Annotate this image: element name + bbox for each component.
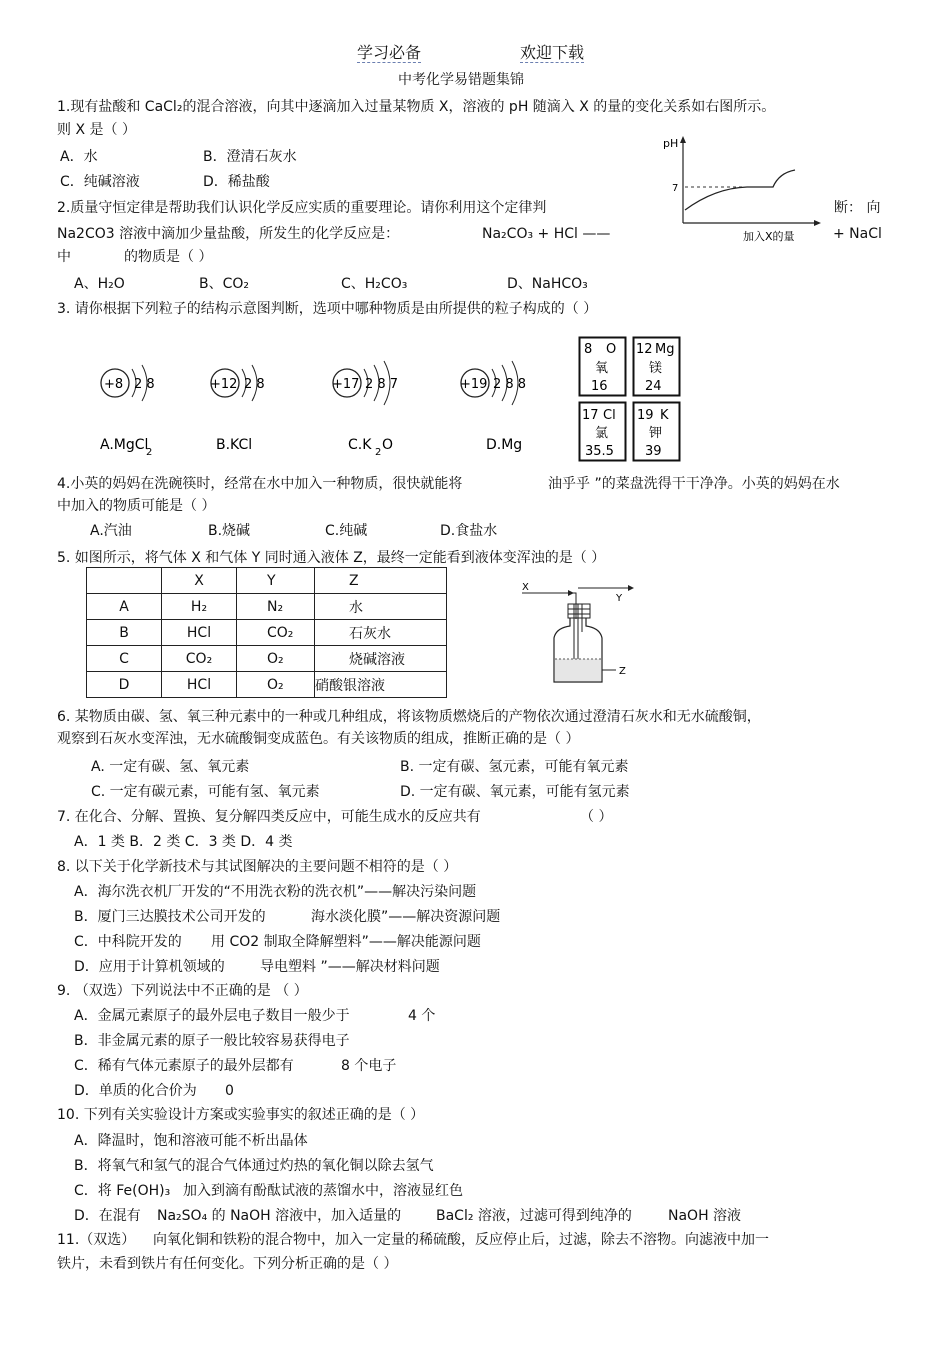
q5-line1: 5. 如图所示，将气体 X 和气体 Y 同时通入液体 Z，最终一定能看到液体变浑浊的是（ ）: [57, 550, 606, 566]
svg-text:12: 12: [636, 342, 653, 357]
q10-option-d2: Na₂SO₄ 的 NaOH 溶液中，加入适量的: [157, 1208, 402, 1224]
svg-text:O: O: [382, 437, 394, 453]
q9-option-c2: 8 个电子: [341, 1058, 397, 1074]
svg-text:D.Mg: D.Mg: [486, 437, 523, 453]
table-row: C CO₂ O₂ 烧碱溶液: [87, 646, 447, 672]
q10-option-d4: NaOH 溶液: [668, 1208, 742, 1224]
svg-text:Z: Z: [619, 666, 626, 677]
q1-line1: 1.现有盐酸和 CaCl₂的混合溶液，向其中逐滴加入过量某物质 X，溶液的 pH 随滴入 X 的量的变化关系如右图所示。: [57, 99, 776, 115]
q6-line2: 观察到石灰水变浑浊，无水硫酸铜变成蓝色。有关该物质的组成，推断正确的是（ ）: [57, 731, 580, 747]
q4-line1b: 油乎乎 ”的菜盘洗得干干净净。小英的妈妈在水: [548, 476, 840, 492]
svg-text:2 8: 2 8: [134, 377, 155, 392]
q2-option-b: B、CO₂: [199, 276, 250, 292]
svg-text:35.5: 35.5: [585, 444, 614, 459]
q10-option-c1: C．将 Fe(OH)₃: [74, 1183, 171, 1199]
atom-c: [332, 361, 398, 458]
q10-option-d3: BaCl₂ 溶液，过滤可得到纯净的: [436, 1208, 632, 1224]
svg-text:Y: Y: [616, 593, 623, 604]
q2-line2c: + NaCl: [833, 226, 882, 242]
svg-text:2: 2: [375, 447, 382, 458]
q9-option-b: B．非金属元素的原子一般比较容易获得电子: [74, 1033, 350, 1049]
q2-line3b: 的物质是（ ）: [124, 249, 213, 265]
q11-line1a: 11.（双选）: [57, 1232, 136, 1248]
q8-line1: 8. 以下关于化学新技术与其试图解决的主要问题不相符的是（ ）: [57, 859, 458, 875]
q2-option-c: C、H₂CO₃: [341, 276, 408, 292]
atom-d: [460, 361, 526, 453]
svg-text:O: O: [606, 342, 617, 357]
svg-text:2 8 7: 2 8 7: [365, 377, 399, 392]
q8-option-c2: 用 CO2 制取全降解塑料”——解决能源问题: [211, 934, 481, 950]
q1-option-d: D．稀盐酸: [203, 174, 270, 190]
q2-line1a: 2.质量守恒定律是帮助我们认识化学反应实质的重要理论。请你利用这个定律判: [57, 200, 547, 216]
q4-option-d: D.食盐水: [440, 523, 498, 539]
svg-text:+8: +8: [104, 377, 124, 392]
svg-text:X: X: [522, 582, 529, 593]
element-card-oxygen: [580, 338, 626, 396]
q4-option-b: B.烧碱: [208, 523, 251, 539]
q7-line1a: 7. 在化合、分解、置换、复分解四类反应中，可能生成水的反应共有: [57, 809, 481, 825]
q4-option-c: C.纯碱: [325, 523, 368, 539]
svg-text:Cl: Cl: [603, 408, 616, 423]
q4-line1a: 4.小英的妈妈在洗碗筷时，经常在水中加入一种物质，很快就能将: [57, 476, 463, 492]
q9-option-a2: 4 个: [408, 1008, 436, 1024]
q11-line2: 铁片，未看到铁片有任何变化。下列分析正确的是（ ）: [57, 1256, 398, 1272]
q10-line1: 10. 下列有关实验设计方案或实验事实的叙述正确的是（ ）: [57, 1107, 425, 1123]
q8-option-d1: D．应用于计算机领域的: [74, 959, 225, 975]
atom-structure-diagrams: [90, 355, 560, 465]
q2-equation: Na₂CO₃ + HCl ——: [482, 226, 611, 242]
q9-option-c1: C．稀有气体元素原子的最外层都有: [74, 1058, 294, 1074]
q8-option-d2: 导电塑料 ”——解决材料问题: [260, 959, 440, 975]
q2-line1b: 断： 向: [834, 200, 881, 216]
svg-text:19: 19: [637, 408, 654, 423]
q9-option-a1: A．金属元素原子的最外层电子数目一般少于: [74, 1008, 350, 1024]
table-row: X Y Z: [87, 568, 447, 594]
ph-graph: [655, 130, 830, 245]
svg-text:17: 17: [582, 408, 599, 423]
svg-text:C.K: C.K: [348, 437, 372, 453]
svg-text:镁: 镁: [649, 361, 663, 376]
header-right: 欢迎下载: [520, 43, 585, 62]
svg-text:2: 2: [146, 447, 153, 458]
table-row: A H₂ N₂ 水: [87, 594, 447, 620]
atom-b: [210, 365, 265, 453]
q9-option-d2: 0: [225, 1083, 234, 1099]
svg-text:氧: 氧: [595, 361, 609, 376]
q2-option-d: D、NaHCO₃: [507, 276, 588, 292]
q2-line3a: 中: [57, 249, 71, 265]
q8-option-b1: B．厦门三达膜技术公司开发的: [74, 909, 266, 925]
q6-line1: 6. 某物质由碳、氢、氧三种元素中的一种或几种组成，将该物质燃烧后的产物依次通过澄清石灰水和无水硫酸铜，: [57, 709, 761, 725]
q8-option-a: A．海尔洗衣机厂开发的“不用洗衣粉的洗衣机”——解决污染问题: [74, 884, 477, 900]
graph-xlabel: 加入X的量: [743, 230, 795, 243]
svg-text:+19: +19: [460, 377, 488, 392]
svg-text:16: 16: [591, 379, 608, 394]
svg-text:Mg: Mg: [655, 342, 675, 357]
q4-option-a: A.汽油: [90, 523, 132, 539]
element-cards: [578, 336, 688, 462]
q1-option-b: B．澄清石灰水: [203, 149, 297, 165]
element-card-potassium: [634, 403, 680, 461]
svg-text:39: 39: [645, 444, 662, 459]
q7-line1b: （ ）: [580, 809, 613, 825]
svg-text:K: K: [660, 408, 669, 423]
q8-option-c1: C．中科院开发的: [74, 934, 182, 950]
header-left: 学习必备: [357, 43, 422, 62]
table-row: B HCl CO₂ 石灰水: [87, 620, 447, 646]
svg-text:2 8 8: 2 8 8: [493, 377, 527, 392]
element-card-magnesium: [634, 338, 680, 396]
q2-line2a: Na2CO3 溶液中滴加少量盐酸，所发生的化学反应是：: [57, 226, 400, 242]
svg-text:2 8: 2 8: [244, 377, 265, 392]
q1-option-c: C．纯碱溶液: [60, 174, 140, 190]
q9-option-d1: D．单质的化合价为: [74, 1083, 197, 1099]
q2-option-a: A、H₂O: [74, 276, 125, 292]
q7-options: A．1 类 B．2 类 C．3 类 D．4 类: [74, 834, 293, 850]
q6-option-c: C. 一定有碳元素，可能有氢、氧元素: [91, 784, 320, 800]
element-card-chlorine: [580, 403, 626, 461]
table-row: D HCl O₂ 硝酸银溶液: [87, 672, 447, 698]
q10-option-a: A．降温时，饱和溶液可能不析出晶体: [74, 1133, 308, 1149]
q1-option-a: A．水: [60, 149, 98, 165]
q4-line2: 中加入的物质可能是（ ）: [57, 498, 216, 514]
q10-option-c2: 加入到滴有酚酞试液的蒸馏水中，溶液显红色: [183, 1183, 463, 1199]
svg-text:A.MgCl: A.MgCl: [100, 437, 149, 453]
atom-a: [100, 365, 155, 458]
q9-line1: 9. （双选）下列说法中不正确的是 （ ）: [57, 983, 308, 999]
q3-line1: 3. 请你根据下列粒子的结构示意图判断，选项中哪种物质是由所提供的粒子构成的（ ）: [57, 301, 598, 317]
graph-ylabel: pH: [663, 137, 679, 150]
gas-bottle-apparatus: [512, 574, 642, 690]
page-title: 中考化学易错题集锦: [398, 72, 524, 88]
q5-table: [86, 567, 447, 698]
svg-text:24: 24: [645, 379, 662, 394]
svg-text:8: 8: [584, 342, 593, 357]
svg-text:+17: +17: [332, 377, 360, 392]
svg-text:+12: +12: [210, 377, 238, 392]
graph-tick-7: 7: [672, 183, 679, 194]
q6-option-d: D. 一定有碳、氧元素，可能有氢元素: [400, 784, 630, 800]
q6-option-b: B. 一定有碳、氢元素，可能有氧元素: [400, 759, 629, 775]
q11-line1b: 向氧化铜和铁粉的混合物中，加入一定量的稀硫酸，反应停止后，过滤，除去不溶物。向滤液中加一: [153, 1232, 769, 1248]
q10-option-b: B．将氧气和氢气的混合气体通过灼热的氧化铜以除去氢气: [74, 1158, 434, 1174]
q8-option-b2: 海水淡化膜”——解决资源问题: [311, 909, 501, 925]
svg-text:氯: 氯: [595, 426, 609, 441]
q10-option-d1: D．在混有: [74, 1208, 141, 1224]
svg-text:钾: 钾: [649, 426, 663, 441]
q1-line2: 则 X 是（ ）: [57, 122, 136, 138]
svg-text:B.KCl: B.KCl: [216, 437, 253, 453]
q6-option-a: A. 一定有碳、氢、氧元素: [91, 759, 250, 775]
